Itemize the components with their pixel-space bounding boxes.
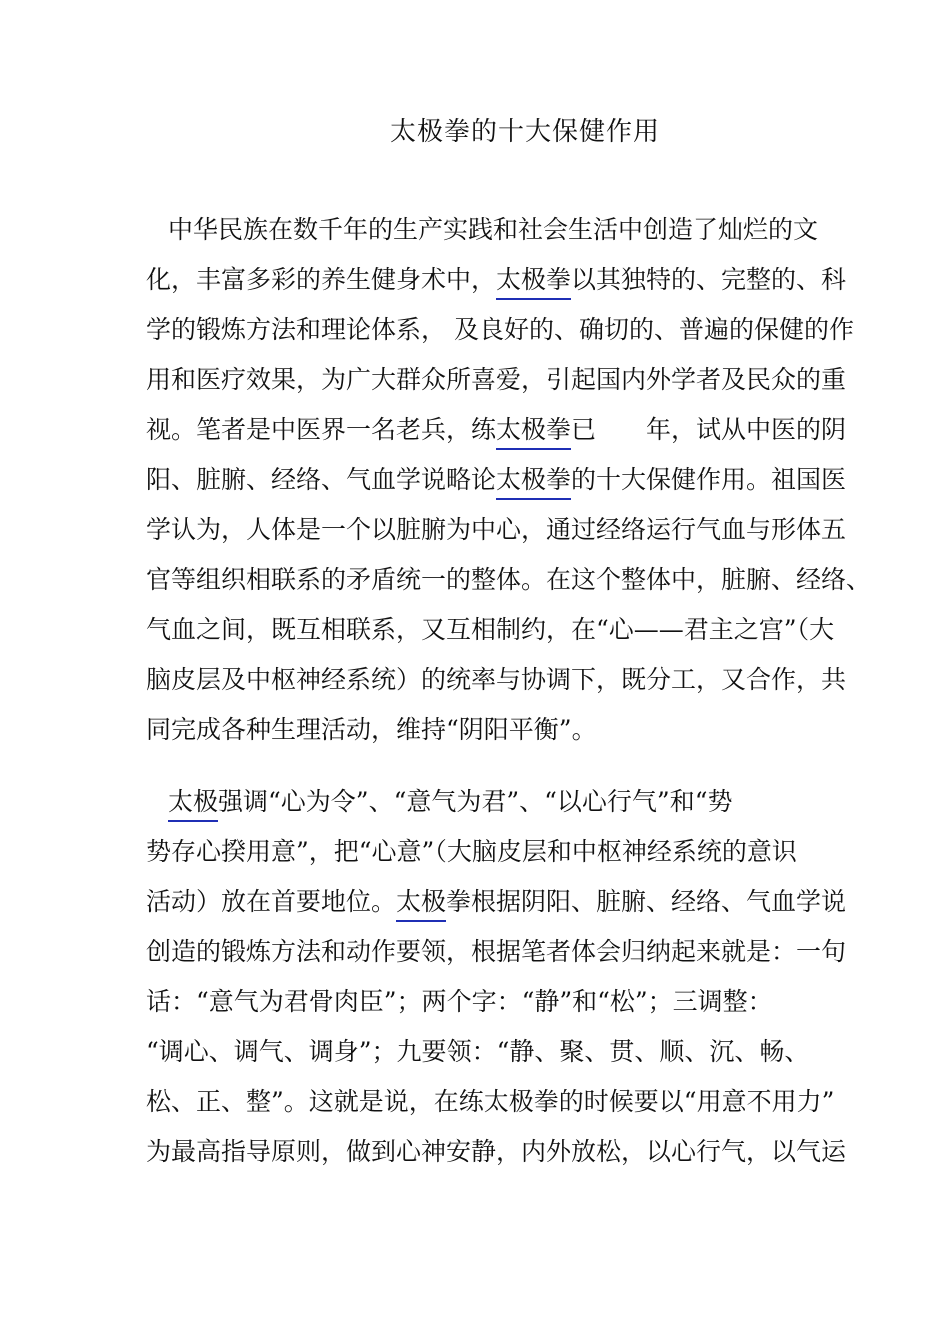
p1-text: 视。笔者是中医界一名老兵，练 (146, 415, 497, 444)
taijiquan-link[interactable]: 太极拳 (496, 460, 571, 500)
p1-text: 同完成各种生理活动，维持“阴阳平衡”。 (146, 715, 597, 744)
p1-text: 化，丰富多彩的养生健身术中， (146, 265, 497, 294)
p2-text: 话：“意气为君骨肉臣”；两个字：“静”和“松”；三调整： (146, 987, 773, 1016)
p2-text: “调心、调气、调身”；九要领：“静、聚、贯、顺、沉、畅、 (146, 1037, 810, 1066)
p1-line-4 (146, 360, 847, 400)
p2-line-4 (146, 932, 847, 972)
p1-text: 已 年，试从中医的阴 (571, 415, 847, 444)
taijiquan-link[interactable]: 太极拳 (496, 260, 571, 300)
p1-text: 学认为，人体是一个以脏腑为中心，通过经络运行气血与形体五 (146, 515, 847, 544)
p1-text: 学的锻炼方法和理论体系， 及良好的、确切的、普遍的保健的作 (146, 315, 854, 344)
taijiquan-link[interactable]: 太极拳 (496, 410, 571, 450)
p2-text: 松、正、整”。这就是说，在练太极拳的时候要以“用意不用力” (146, 1087, 835, 1116)
p2-text: 强调“心为令”、“意气为君”、“以心行气”和“势 (218, 787, 733, 816)
p2-line-6 (146, 1032, 810, 1072)
p2-line-5 (146, 982, 806, 1022)
p1-line-11 (146, 710, 806, 750)
p2-text: 拳根据阴阳、脏腑、经络、气血学说 (446, 887, 847, 916)
p1-line-10 (146, 660, 847, 700)
p1-line-7 (146, 510, 847, 550)
p1-line-1 (168, 210, 819, 250)
p2-line-8 (146, 1132, 847, 1172)
p1-line-6 (146, 460, 847, 500)
document-title: 太极拳的十大保健作用 (389, 117, 660, 147)
p2-line-1 (168, 782, 806, 822)
p2-text: 活动）放在首要地位。 (146, 887, 397, 916)
p1-text: 阳、脏腑、经络、气血学说略论 (146, 465, 497, 494)
p1-line-9 (146, 610, 835, 650)
p2-line-7 (146, 1082, 835, 1122)
p1-text: 脑皮层及中枢神经系统）的统率与协调下，既分工，又合作，共 (146, 665, 847, 694)
p1-text: 以其独特的、完整的、科 (571, 265, 847, 294)
p1-line-5 (146, 410, 847, 450)
p1-text: 中华民族在数千年的生产实践和社会生活中创造了灿烂的文 (168, 215, 819, 244)
p1-text: 官等组织相联系的矛盾统一的整体。在这个整体中，脏腑、经络、 (146, 565, 872, 594)
p1-text: 气血之间，既互相联系，又互相制约，在“心——君主之宫”（大 (146, 615, 835, 644)
p2-line-3 (146, 882, 847, 922)
p2-line-2 (146, 832, 806, 872)
taiji-link[interactable]: 太极 (396, 882, 446, 922)
p1-line-8 (146, 560, 872, 600)
p1-line-2 (146, 260, 847, 300)
taiji-link[interactable]: 太极 (168, 782, 218, 822)
p2-text: 为最高指导原则，做到心神安静，内外放松，以心行气，以气运 (146, 1137, 847, 1166)
p1-text: 的十大保健作用。祖国医 (571, 465, 847, 494)
p2-text: 创造的锻炼方法和动作要领，根据笔者体会归纳起来就是：一句 (146, 937, 847, 966)
p1-line-3 (146, 310, 854, 350)
p1-text: 用和医疗效果，为广大群众所喜爱，引起国内外学者及民众的重 (146, 365, 847, 394)
p2-text: 势存心揆用意”，把“心意”（大脑皮层和中枢神经系统的意识 (146, 837, 797, 866)
